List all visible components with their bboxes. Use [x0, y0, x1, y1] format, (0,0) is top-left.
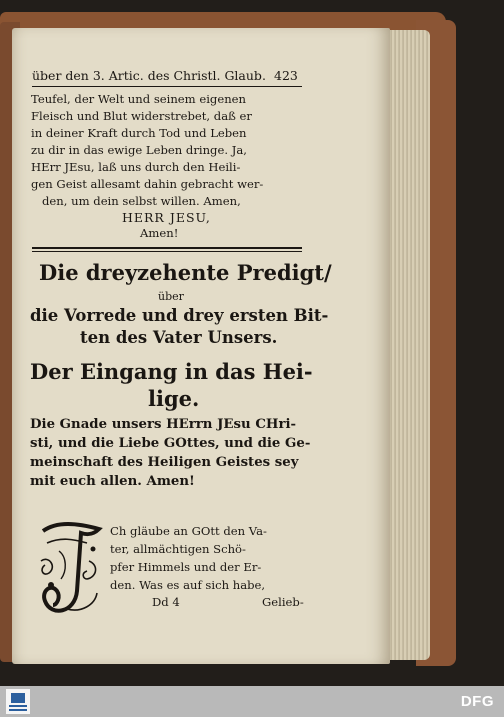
greeting-line: Die Gnade unsers HErrn JEsu CHri-	[30, 417, 297, 432]
library-logo-icon	[6, 689, 30, 714]
body-line: den, um dein selbst willen. Amen,	[42, 194, 241, 208]
text-line: ter, allmächtigen Schö-	[110, 542, 246, 556]
section-title-1: Der Eingang in das Hei-	[30, 359, 313, 384]
viewer-footer-bar	[0, 686, 504, 717]
running-title: über den 3. Artic. des Christl. Glaub.	[32, 68, 266, 83]
greeting-line: mit euch allen. Amen!	[30, 474, 195, 489]
signature-mark: Dd 4	[152, 595, 180, 609]
text-line: Ch gläube an GOtt den Va-	[110, 524, 267, 538]
catchword: Gelieb-	[262, 595, 304, 609]
body-line: Fleisch und Blut widerstrebet, daß er	[31, 109, 252, 123]
greeting-line: sti, und die Liebe GOttes, und die Ge-	[30, 436, 311, 451]
closing-line-2: Amen!	[140, 226, 179, 240]
body-line: HErr JEsu, laß uns durch den Heili-	[31, 160, 241, 174]
sermon-subtitle-1: die Vorrede und drey ersten Bit-	[30, 306, 329, 325]
ornate-dropcap	[37, 521, 105, 619]
page-number: 423	[274, 68, 298, 83]
dfg-logo: DFG	[460, 693, 494, 710]
divider-rule-thin	[32, 251, 302, 252]
book-page	[12, 28, 390, 664]
text-line: den. Was es auf sich habe,	[110, 578, 266, 592]
body-line: gen Geist allesamt dahin gebracht wer-	[31, 177, 264, 191]
greeting-line: meinschaft des Heiligen Geistes sey	[30, 455, 299, 470]
header-rule	[32, 86, 302, 87]
sermon-over: über	[158, 290, 184, 303]
body-line: zu dir in das ewige Leben dringe. Ja,	[31, 143, 247, 157]
body-line: in deiner Kraft durch Tod und Leben	[31, 126, 247, 140]
section-title-2: lige.	[148, 386, 200, 411]
sermon-title: Die dreyzehente Predigt/	[39, 260, 332, 285]
body-line: Teufel, der Welt und seinem eigenen	[31, 92, 246, 106]
text-line: pfer Himmels und der Er-	[110, 560, 262, 574]
divider-rule	[32, 247, 302, 249]
closing-line-1: HERR JESU,	[122, 210, 211, 225]
sermon-subtitle-2: ten des Vater Unsers.	[80, 328, 278, 347]
